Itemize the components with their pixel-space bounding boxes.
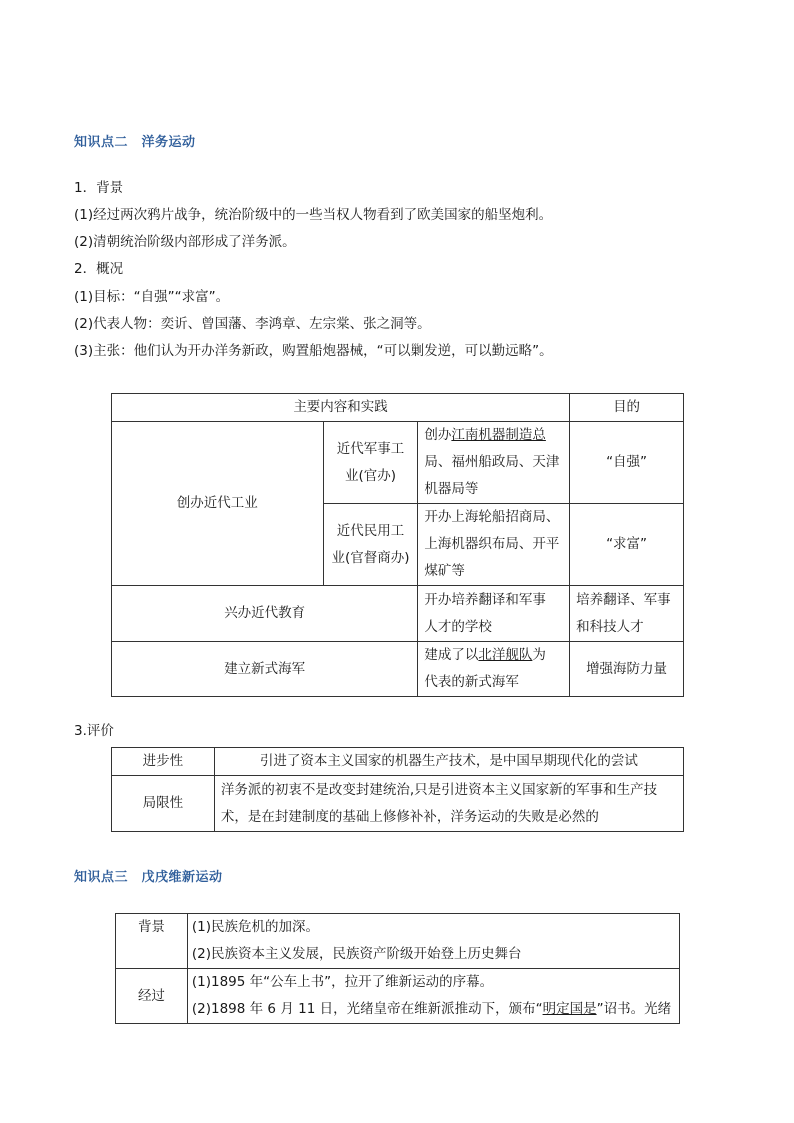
progress-label: 进步性 bbox=[112, 748, 215, 776]
reform-background-line-2: (2)民族资本主义发展，民族资产阶级开始登上历史舞台 bbox=[191, 946, 522, 962]
navy-detail-suffix: 为 bbox=[532, 647, 546, 663]
military-type-line-2: 业(官办) bbox=[344, 467, 396, 484]
reform-process-line-1: (1)1895 年“公车上书”，拉开了维新运动的序幕。 bbox=[191, 974, 494, 990]
education-cell: 兴办近代教育 bbox=[112, 586, 418, 642]
evaluation-table bbox=[111, 747, 684, 832]
navy-detail-underlined: 北洋舰队 bbox=[478, 647, 533, 663]
military-detail-line-3: 机器局等 bbox=[424, 481, 479, 497]
progress-text: 引进了资本主义国家的机器生产技术，是中国早期现代化的尝试 bbox=[214, 748, 683, 776]
navy-cell: 建立新式海军 bbox=[112, 642, 418, 697]
reform-process-line-2-prefix: (2)1898 年 6 月 11 日，光绪皇帝在维新派推动下，颁布“ bbox=[191, 1001, 543, 1017]
education-detail-line-1: 开办培养翻译和军事 bbox=[424, 591, 546, 608]
reform-process-text bbox=[187, 969, 679, 1024]
military-type-line-1: 近代军事工 bbox=[336, 440, 405, 457]
section-title-reform: 知识点三 戊戌维新运动 bbox=[74, 870, 223, 885]
reform-background-line-1: (1)民族危机的加深。 bbox=[191, 919, 319, 935]
education-detail bbox=[418, 586, 570, 642]
limitation-line-1: 洋务派的初衷不是改变封建统治,只是引进资本主义国家新的军事和生产技 bbox=[220, 781, 658, 798]
limitation-text bbox=[214, 776, 683, 832]
navy-detail-prefix: 建成了以 bbox=[424, 647, 479, 663]
reform-table bbox=[115, 913, 680, 1024]
civil-goal: “求富” bbox=[570, 504, 684, 586]
limitation-line-2: 术，是在封建制度的基础上修修补补，洋务运动的失败是必然的 bbox=[220, 808, 599, 825]
westernization-practice-table bbox=[111, 393, 684, 697]
overview-heading: 2．概况 bbox=[74, 261, 124, 277]
navy-detail-line-2: 代表的新式海军 bbox=[424, 674, 519, 690]
background-item-1: (1)经过两次鸦片战争，统治阶级中的一些当权人物看到了欧美国家的船坚炮利。 bbox=[74, 207, 553, 223]
section-title-westernization: 知识点二 洋务运动 bbox=[74, 135, 196, 150]
education-goal-line-1: 培养翻译、军事 bbox=[576, 591, 671, 608]
education-detail-line-2: 人才的学校 bbox=[424, 618, 492, 635]
education-goal bbox=[570, 586, 684, 642]
background-heading: 1．背景 bbox=[74, 180, 124, 196]
military-detail-prefix: 创办 bbox=[424, 427, 452, 443]
military-industry-type bbox=[323, 422, 418, 504]
overview-proposal: (3)主张：他们认为开办洋务新政，购置船炮器械，“可以剿发逆，可以勤远略”。 bbox=[74, 343, 553, 359]
background-item-2: (2)清朝统治阶级内部形成了洋务派。 bbox=[74, 234, 296, 250]
civil-detail-line-1: 开办上海轮船招商局、 bbox=[424, 509, 560, 525]
reform-background-label: 背景 bbox=[116, 914, 188, 969]
header-goal: 目的 bbox=[570, 394, 684, 422]
military-industry-detail bbox=[418, 422, 570, 504]
military-detail-underlined: 江南机器制造总 bbox=[451, 427, 546, 443]
reform-process-line-2-suffix: ”诏书。光绪 bbox=[596, 1001, 672, 1017]
navy-detail bbox=[418, 642, 570, 697]
industry-cell: 创办近代工业 bbox=[112, 422, 324, 586]
overview-figures: (2)代表人物：奕䜣、曾国藩、李鸿章、左宗棠、张之洞等。 bbox=[74, 316, 431, 332]
civil-industry-detail bbox=[418, 504, 570, 586]
evaluation-heading: 3.评价 bbox=[74, 723, 114, 739]
reform-process-underlined: 明定国是 bbox=[542, 1001, 597, 1017]
military-goal: “自强” bbox=[570, 422, 684, 504]
reform-background-text bbox=[187, 914, 679, 969]
reform-process-label: 经过 bbox=[116, 969, 188, 1024]
limitation-label: 局限性 bbox=[112, 776, 215, 832]
education-goal-line-2: 和科技人才 bbox=[576, 618, 644, 635]
civil-detail-line-2: 上海机器织布局、开平 bbox=[424, 536, 560, 552]
military-detail-line-2: 局、福州船政局、天津 bbox=[424, 454, 560, 470]
civil-type-line-2: 业(官督商办) bbox=[331, 549, 410, 566]
overview-goal: (1)目标：“自强”“求富”。 bbox=[74, 289, 230, 305]
navy-goal: 增强海防力量 bbox=[570, 642, 684, 697]
civil-industry-type bbox=[323, 504, 418, 586]
civil-detail-line-3: 煤矿等 bbox=[424, 563, 465, 579]
civil-type-line-1: 近代民用工 bbox=[336, 522, 405, 539]
header-content: 主要内容和实践 bbox=[112, 394, 570, 422]
